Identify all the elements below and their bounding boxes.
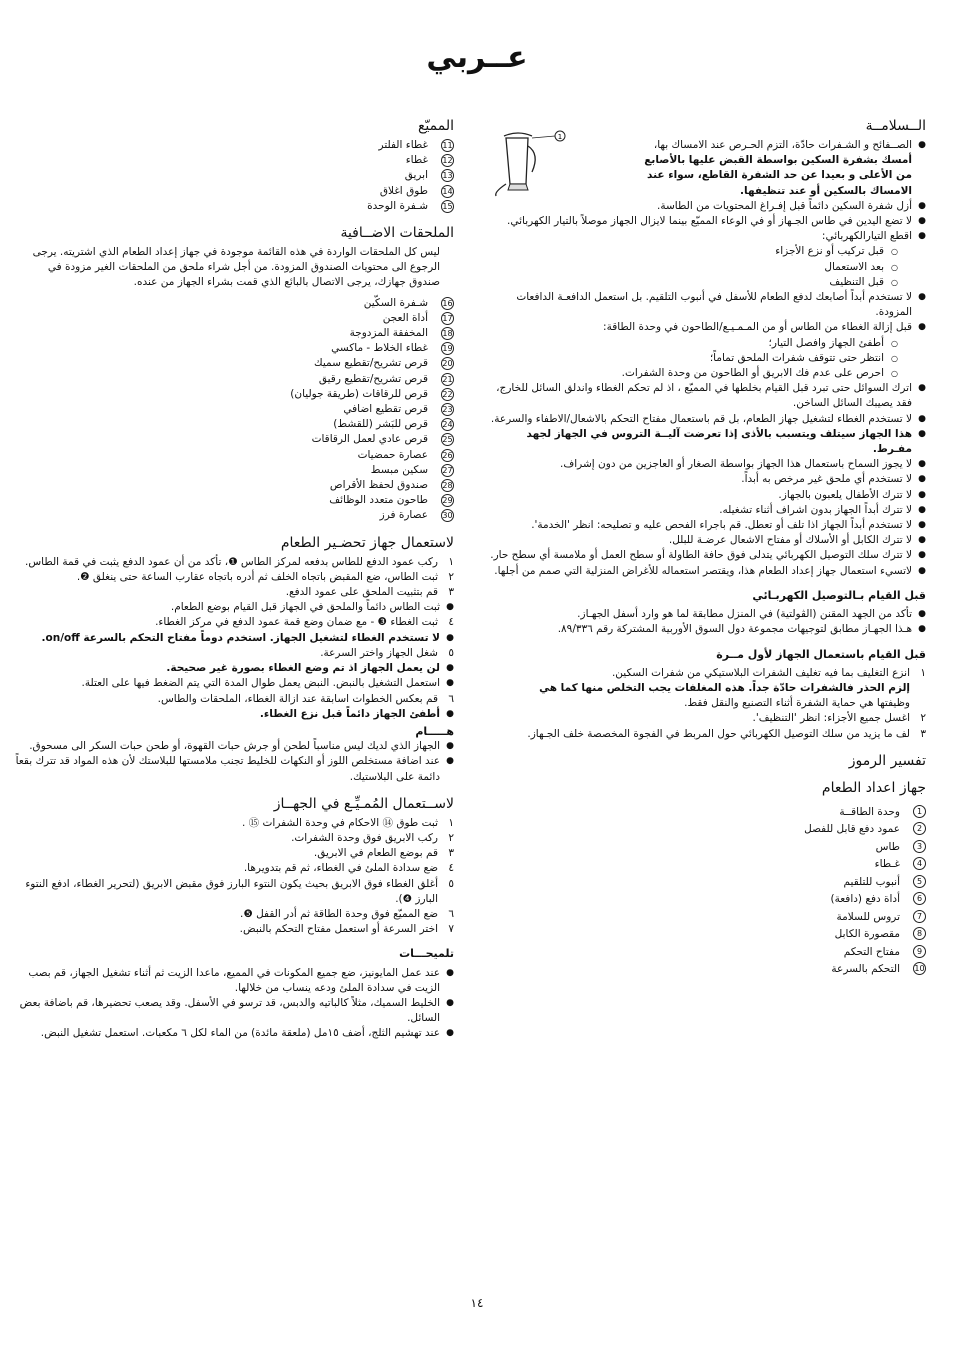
list-item: ● لا تضع اليدين في طاس الجـهاز أو في الوعاء المميّع بينما لايزال الجهاز موصلاً بالتيار الكهربائي. [490, 214, 926, 229]
numbered-step: ٣ لف ما يزيد من سلك التوصيل الكهربائي حول المربط في الفجوة المخصصة خلف الجـهاز. [527, 727, 926, 740]
attachment-item: 24 قرص للبَشر (للقشط) [333, 418, 453, 431]
key-item: 1 وحدة الطاقــة [490, 804, 926, 822]
list-item: ● أطفئ الجهاز دائماً قبل نزع الغطاء. [14, 707, 454, 722]
safety-heading: الــسلامــة [865, 118, 926, 134]
attachments-paragraph: ليس كل الملحقات الواردة في هذه القائمة موجودة في جهاز إعداد الطعام الذي اشتريته. يرجى الرجوع الى محتويات الصندوق المزودة. من أجل شراء ملحق من الملحقات الغير مزودة في صندوق جهازك، يرجى الاتصال بالبائع الذي قمت بشراء الجهاز من عنده. [32, 246, 440, 289]
list-item: ● لا تترك الأطفال يلعبون بالجهاز. [490, 488, 926, 503]
attachment-item: 16 شـفرة السكّين [363, 296, 453, 309]
attachment-item: 26 عصارة حمضيات [357, 448, 453, 461]
numbered-step: ٤ ضع سدادة الملئ في الغطاء، ثم قم بتدويرها. [243, 862, 454, 875]
list-item: ● قبل إزالة الغطاء من الطاس أو من المـمـيـع/الطاحون في وحدة الطاقة: ○ أطفئ الجهاز وافصل التيار؛ ○ انتظر حتى تتوقف شفرات الملحق تماماً؛ ○ احرص على عدم فك الابريق أو الطاحون من وحدة الشفرات. [490, 320, 926, 381]
key-item: 9 مفتاح التحكم [490, 944, 926, 962]
attachments-list [14, 296, 454, 524]
key-item: 7 تروس للسلامة [490, 909, 926, 927]
hints-heading: تلميحـــات [399, 947, 454, 961]
key-item: 6 أداة دفع (دافعة) [490, 891, 926, 909]
list-item: ● استعمل التشغيل بالنبض. النبض يعمل طوال المدة التي يتم الضغط فيها على العتلة. [14, 676, 454, 691]
list-item: ● الجهاز الذي لديك ليس مناسباً لطحن أو جرش حبات القهوة، أو طحن حبات السكر الى مسحوق. [14, 739, 454, 754]
attachment-item: 19 غطاء الخلاط - ماكسي [331, 342, 453, 355]
part-item: 14 طوق اغلاق [379, 184, 453, 197]
sub-item: ○ انتظر حتى تتوقف شفرات الملحق تماماً؛ [490, 351, 912, 366]
use-blender-heading: لاســتعمال المُمـيِّـع في الجهــاز [273, 795, 454, 812]
numbered-step: ٣ قم بتثبيت الملحق على عمود الدفع. [285, 586, 454, 599]
page-number: ١٤ [470, 1296, 484, 1310]
page-title: عــربي [426, 40, 528, 75]
sub-item: ○ أطفئ الجهاز وافصل التيار؛ [490, 336, 912, 351]
attachments-heading: الملحقات الاضــافية [340, 225, 454, 242]
list-item: ● عند اضافة مستخلص اللوز أو النكهات للخليط تجنب ملامستها للبلاستك لأن هذه المواد قد تترك بقعاً دائمة على البلاستيك. [14, 754, 454, 784]
list-item: ● لا تستخدم أبداً الجهاز اذا تلف أو تعطل. قم باجراء الفحص عليه و تصليحه: انظر 'الخدمة'. [490, 518, 926, 533]
attachment-item: 30 عصارة فرز [379, 509, 453, 522]
list-item: ● اقطع التيارالكهربائي: ○ قبل تركيب أو نزع الأجزاء ○ بعد الاستعمال ○ قبل التنظيف [490, 229, 926, 290]
part-item: 15 شـفرة الوحدة [367, 199, 453, 212]
attachment-item: 23 قرص تقطيع اضافي [343, 403, 453, 416]
list-item: ● لاتسيء استعمال جهاز إعداد الطعام هذا، ويقتصر استعماله للأغراض المنزلية التي صمم من أجلها. [490, 564, 926, 579]
numbered-step: ٦ ضع المميّع فوق وحدة الطاقة ثم أدر القفل ❺. [240, 907, 454, 920]
list-item: ● لا تترك الكابل أو الأسلاك أو مفتاح الاشعال عرضـة للبلل. [490, 533, 926, 548]
blender-heading: المميّع [417, 118, 454, 134]
first-use-heading: قبل القيام باستعمال الجهاز لأول مــرة [716, 647, 926, 661]
svg-text:1: 1 [557, 133, 563, 141]
sub-item: ○ قبل التنظيف [490, 275, 912, 290]
numbered-step: ٧ اختر السرعة أو استعمل مفتاح التحكم بالنبض. [239, 923, 454, 936]
numbered-step: ٢ اغسل جميع الأجزاء: انظر 'التنظيف'. [752, 712, 926, 725]
numbered-step: ٦ قم بعكس الخطوات اسابقة عند ازالة الغطاء، الملحقات والطاس. [157, 692, 454, 705]
list-item: ● لا تستخدم أبداً أصابعك لدفع الطعام للأسفل في أنبوب التلقيم. بل استعمل الدافعـة الدافعات المزودة. [490, 290, 926, 320]
list-item: ● لا تستخدم الغطاء لتشغيل جهاز الطعام، بل قم باستعمال مفتاح التحكم بالاشعال/الاطفاء والسرعة. [490, 412, 926, 427]
numbered-step: ١ انزع التغليف بما فيه تغليف الشفرات البلاستيكي من شفرات السكين. إلزم الحذر فالشفرات حادّة جداً. هذه المغلفات يجب التخلص منها كما هي وظيفتها هي حماية الشفرة أثناء التصنيع والنقل فقط. [539, 666, 926, 710]
list-item: ● هذا الجهاز سيتلف ويتسبب بالأذى إذا تعرضت آليــة التروس في الجهاز لجهد مفـرط. [490, 427, 926, 457]
attachment-item: 22 قرص للرقاقات (طريقة جوليان) [290, 387, 453, 400]
key-item: 10 التحكم بالسرعة [831, 963, 925, 976]
key-subheading: جهاز اعداد الطعام [821, 779, 926, 796]
list-item: ● تأكد من الجهد المقنن (الڤولتية) في المنزل مطابقة لما هو وارد أسفل الجهـاز. [490, 607, 926, 622]
part-item: 13 ابريق [404, 169, 453, 182]
list-item: ● الصــفائح و الشـفرات حادّة، التزم الحـرص عند الامساك بها، أمسك بشفرة السكين بواسطة القبض عليها بالأصابع من الأعلى و بعيدا عن حد الشفرة القاطع، سواء عند الامساك بالسكين أو عند تنظيفها. [490, 138, 926, 199]
key-item: 8 مقصورة الكابل [490, 926, 926, 944]
blender-parts-list [14, 138, 454, 214]
plug-list [490, 607, 926, 637]
list-item: ● لا تترك سلك التوصيل الكهربائي يتدلى فوق حافة الطاولة أو سطح العمل أو ملامسة أي سطح حار. [490, 548, 926, 563]
list-item: ● اترك السوائل حتى تبرد قبل القيام بخلطها في المميّع ، اذ لم تحكم الغطاء واندلق السائل للخارج، فقد يصيبك السائل الساخن. [490, 381, 926, 411]
key-item: 3 طاس [490, 839, 926, 857]
numbered-step: ١ ركب عمود الدفع للطاس بدفعه لمركز الطاس ❶، تأكد من أن عمود الدفع يثبت في قمة الطاس. [24, 555, 454, 568]
list-item: ● ثبت الطاس دائماً والملحق في الجهاز قبل القيام بوضع الطعام. [14, 600, 454, 615]
attachment-item: 27 سكين مبسط [370, 463, 453, 476]
list-item: ● لا تترك أبداً الجهاز بدون اشراف أثناء تشغيله. [490, 503, 926, 518]
attachment-item: 17 أداة العجن [382, 311, 453, 324]
numbered-step: ٤ ثبت الغطاء ❸ - مع ضمان وضع قمة عمود الدفع في مركز الغطاء. [155, 616, 454, 629]
list-item: ● لا تستخدم أي ملحق غير مرخص به أبداً. [490, 472, 926, 487]
numbered-step: ٥ أغلق الغطاء فوق الابريق بحيث يكون النتوء البارز فوق مقبض الابريق (لتحرير الغطاء، ادفع النتوء البارز ❹). [25, 877, 454, 905]
numbered-step: ١ ثبت طوق ⑭ الاحكام في وحدة الشفرات ⑮ . [242, 816, 454, 829]
list-item: ● الخليط السميك، مثلاً كالباتيه والدبس، قد ترسو في الأسفل. وقد يصعب تحضيرها، قم باضافة بعض السائل. [14, 996, 454, 1026]
safety-list [490, 138, 926, 579]
key-heading: تفسير الرموز [848, 752, 926, 769]
numbered-step: ٥ شغل الجهاز واختر السرعة. [320, 646, 454, 659]
key-item: 4 غـطاء [490, 856, 926, 874]
list-item: ● لن يعمل الجهاز اذ تم وضع الغطاء بصورة غير صحيحة. [14, 661, 454, 676]
list-item: ● أزل شفرة السكين دائماً قبل إفـراغ المحتويات من الطاسة. [490, 199, 926, 214]
list-item: ● هـذا الجهـاز مطابق لتوجيهات مجموعة دول السوق الأوربية المشتركة رقم ٨٩/٣٣٦. [490, 622, 926, 637]
key-list [490, 804, 926, 979]
attachment-item: 20 قرص تشريح/تقطيع سميك [314, 357, 453, 370]
key-item: 5 أنبوب للتلقيم [490, 874, 926, 892]
list-item: ● عند تهشيم الثلج، أضف ١٥مل (ملعقة مائدة) من الماء لكل ٦ مكعبات. استعمل تشغيل النبض. [14, 1026, 454, 1041]
part-item: 11 غطاء الفلتر [378, 139, 453, 151]
attachment-item: 28 صندوق لحفظ الأقراص [329, 479, 453, 492]
sub-item: ○ قبل تركيب أو نزع الأجزاء [490, 244, 912, 259]
numbered-step: ٣ قم بوضع الطعام في الابريق. [313, 847, 454, 860]
part-item: 12 غطاء [405, 154, 453, 167]
attachment-item: 25 قرص عادي لعمل الرقاقات [311, 433, 453, 446]
right-column [490, 116, 926, 979]
list-item: ● لا تستخدم الغطاء لتشغيل الجهاز. استخدم دوماً مفتاح التحكم بالسرعة on/off. [14, 631, 454, 646]
attachment-item: 29 طاحون متعدد الوظائف [329, 494, 453, 507]
numbered-step: ٢ ثبت الطاس، ضع المقبض باتجاه الخلف ثم أدره باتجاه عقارب الساعة حتى ينغلق ❷. [76, 570, 454, 583]
left-column [14, 116, 454, 1042]
important-heading: هـــــام [415, 724, 454, 738]
key-item: 2 عمود دفع قابل للفصل [490, 821, 926, 839]
attachment-item: 18 المخفقة المزدوجة [349, 327, 453, 340]
plug-heading: قبل القيام بـالتوصيل الكهربـائي [752, 588, 926, 602]
use-processor-heading: لاستعمال جهاز تحضـير الطعام [280, 534, 454, 551]
attachment-item: 21 قرص تشريح/تقطيع رقيق [318, 372, 453, 385]
numbered-step: ٢ ركب الابريق فوق وحدة الشفرات. [291, 831, 454, 844]
sub-item: ○ احرص على عدم فك الابريق أو الطاحون من وحدة الشفرات. [490, 366, 912, 381]
list-item: ● عند عمل المايونيز، ضع جميع المكونات في المميع، ماعدا الزيت ثم أثناء تشغيل الجهاز، قم بصب الزيت في سدادة الملئ ودعه ينساب من خلالها. [14, 966, 454, 996]
sub-item: ○ بعد الاستعمال [490, 260, 912, 275]
list-item: ● لا يجوز السماح باستعمال هذا الجهاز بواسطة الصغار أو العاجزين من دون إشراف. [490, 457, 926, 472]
